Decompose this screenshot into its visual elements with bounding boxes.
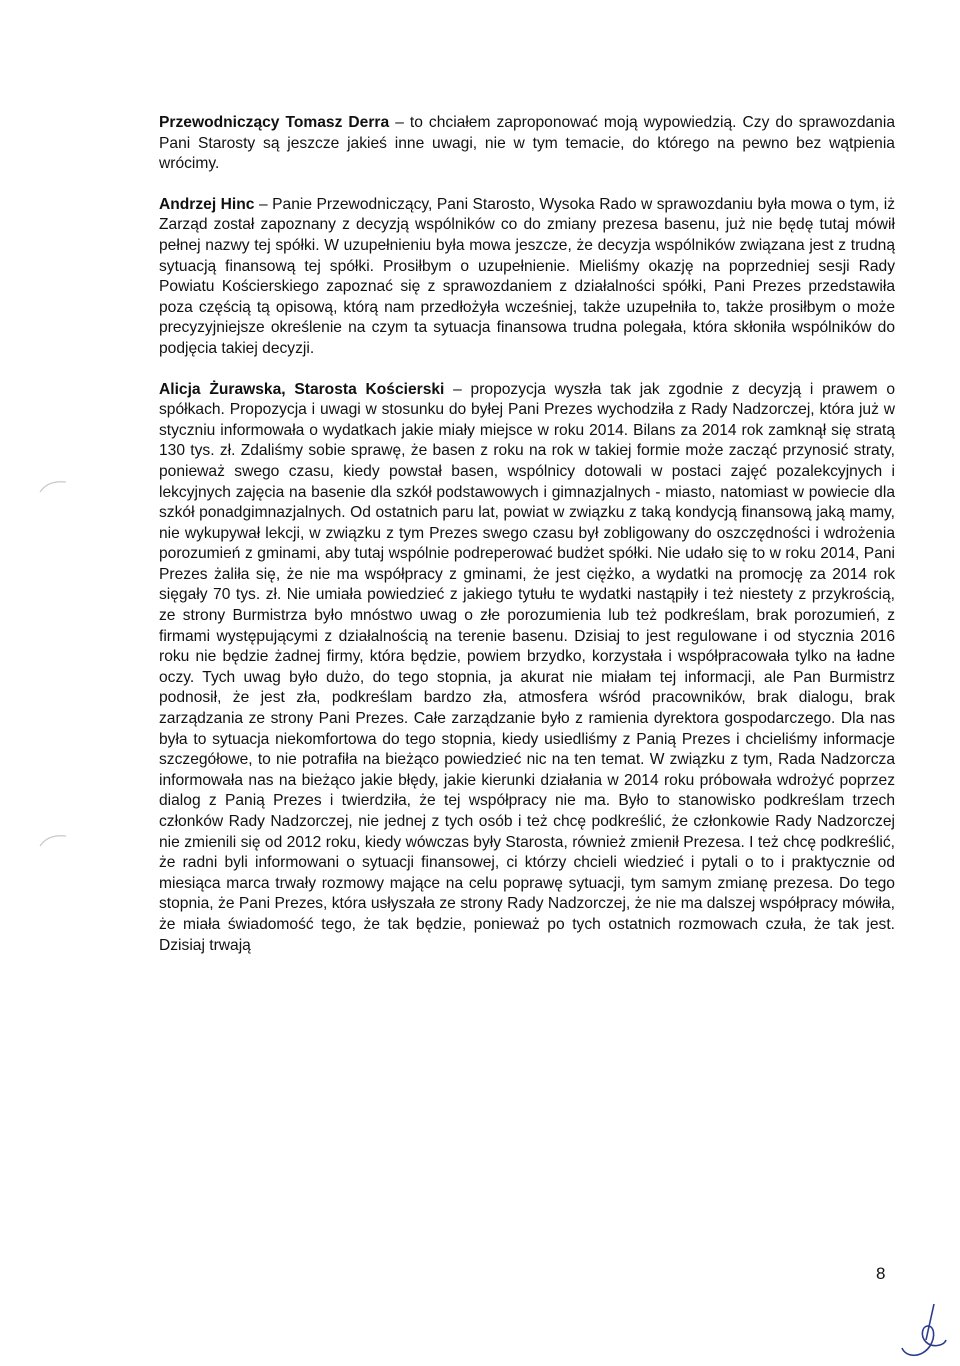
punch-hole-mark-bottom [38,832,68,848]
document-body [159,113,895,956]
page-number: 8 [876,1264,886,1283]
speaker-name: Alicja Żurawska, Starosta Kościerski [159,380,445,398]
paragraph-hinc [159,195,895,360]
paragraph-text: – to chciałem zaproponować moją wypowiedzią. Czy do sprawozdania Pani Starosty są jeszcze jakieś inne uwagi, nie w tym temacie, do którego na pewno bez wątpienia wrócimy. [159,114,895,173]
paragraph-text: – Panie Przewodniczący, Pani Starosto, Wysoka Rado w sprawozdaniu była mowa o tym, iż Zarząd został zapoznany z decyzją wspólników co do zmiany prezesa basenu, już nie będę tutaj mówił pełnej nazwy tej spółki. W uzupełnieniu była mowa jeszcze, że decyzja wspólników związana jest z trudną sytuacją finansową tej spółki. Prosiłbym o uzupełnienie. Mieliśmy okazję na poprzedniej sesji Rady Powiatu Kościerskiego zapoznać się z sprawozdaniem z działalności spółki, Pani Prezes przedstawiła poza częścią tą opisową, którą nam przedłożyła wcześniej, także uzupełniła to, także prosiłbym o może precyzyjniejsze określenie na czym ta sytuacja finansowa trudna polegała, która skłoniła wspólników do podjęcia takiej decyzji. [159,195,895,357]
speaker-name: Przewodniczący Tomasz Derra [159,114,390,131]
speaker-name: Andrzej Hinc [159,195,255,213]
paragraph-derra [159,113,895,175]
punch-hole-mark-top [38,478,68,494]
paragraph-zurawska [159,380,895,957]
paragraph-text: – propozycja wyszła tak jak zgodnie z decyzją i prawem o spółkach. Propozycja i uwagi w stosunku do byłej Pani Prezes wychodziła z Rady Nadzorczej, która już w styczniu informowała o wydatkach jakie miały miejsce w roku 2014. Bilans za 2014 rok zamknął się stratą 130 tys. zł. Zdaliśmy sobie sprawę, że basen z roku na rok w takiej formie może zacząć przynosić straty, ponieważ swego czasu, kiedy powstał basen, wspólnicy dotowali w postaci zajęć pozalekcyjnych i lekcyjnych zajęcia na basenie dla szkół podstawowych i gimnazjalnych - miasto, natomiast w powiecie dla szkół ponadgimnazjalnych. Od ostatnich paru lat, powiat w związku z taką kondycją finansową jaką mamy, nie wykupywał lekcji, w związku z tym Prezes swego czasu był zobligowany do oszczędności i wdrożenia porozumień z gminami, aby tutaj wspólnie podreperować budżet spółki. Nie udało się to w roku 2014, Pani Prezes żaliła się, że nie ma współpracy z gminami, że jest ciężko, a wydatki na promocję za 2014 rok sięgały 70 tys. zł. Nie umiała powiedzieć z jakiego tytułu te wydatki nastąpiły i też niestety z przykrością, ze strony Burmistrza było mnóstwo uwag o złe porozumienia lub też podkreślam, brak porozumień, z firmami występującymi z działalnością na terenie basenu. Dzisiaj to jest regulowane i od stycznia 2016 roku nie będzie żadnej firmy, która będzie, powiem brzydko, korzystała i współpracowała tylko na ładne oczy. Tych uwag było dużo, do tego stopnia, ja akurat nie miałam tej informacji, ale Pan Burmistrz podnosił, że jest zła, podkreślam bardzo zła, atmosfera wśród pracowników, brak dialogu, brak zarządzania ze strony Pani Prezes. Całe zarządzanie było z ramienia dyrektora gospodarczego. Dla nas była to sytuacja niekomfortowa do tego stopnia, kiedy usiedliśmy z Panią Prezes i chcieliśmy informacje szczegółowe, to nie potrafiła na bieżąco powiedzieć nic na ten temat. W związku z tym, Rada Nadzorcza informowała nas na bieżąco jakie błędy, jakie kierunki działania w 2014 roku próbowała wdrożyć poprzez dialog z Panią Prezes i twierdziła, że tej współpracy nie ma. Było to stanowisko podkreślam trzech członków Rady Nadzorczej, nie jednej z tych osób i też chcę podkreślić, że członkowie Rady Nadzorczej nie zmienili się od 2012 roku, kiedy wówczas były Starosta, również zmienił Prezesa. I też chcę podkreślić, że radni byli informowani o sytuacji finansowej, ci którzy chcieli wiedzieć i pytali o to i praktycznie od miesiąca marca trwały rozmowy mające na celu poprawę sytuacji, tym samym zmianę prezesa. Do tego stopnia, że Pani Prezes, która usłyszała ze strony Rady Nadzorczej, że nie ma dalszej współpracy mówiła, że miała świadomość tego, że tak będzie, ponieważ po tych ostatnich rozmowach czuła, że tak jest. Dzisiaj trwają [159,380,895,954]
signature-initials [896,1300,950,1362]
